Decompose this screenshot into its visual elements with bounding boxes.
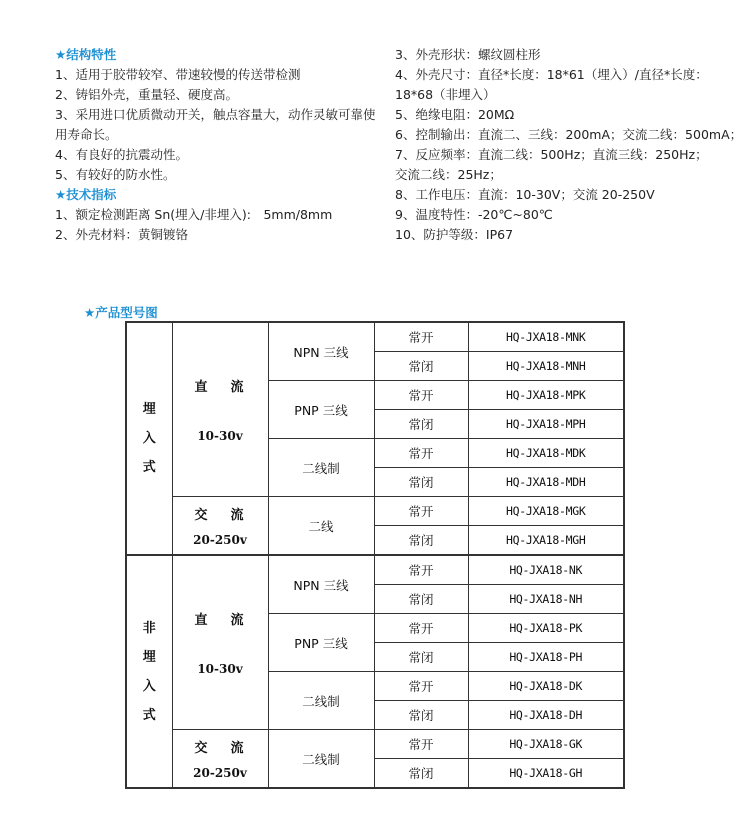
output-type: 二线制 — [268, 730, 374, 789]
model-code: HQ-JXA18-NH — [468, 585, 624, 614]
dc-cell — [172, 555, 268, 730]
model-code: HQ-JXA18-GH — [468, 759, 624, 789]
current-type-char: 流 — [230, 508, 244, 523]
model-code: HQ-JXA18-GK — [468, 730, 624, 759]
current-type-char: 直 — [194, 380, 208, 395]
spec-item: 10、防护等级：IP67 — [395, 227, 514, 242]
voltage-label: 20-250v — [193, 533, 247, 547]
ac-cell — [172, 497, 268, 556]
ac-cell — [172, 730, 268, 789]
output-type: PNP 三线 — [268, 381, 374, 439]
dc-cell — [172, 322, 268, 497]
mount-char: 埋 — [142, 649, 156, 665]
structure-item: 5、有较好的防水性。 — [55, 167, 176, 182]
spec-item: 1、额定检测距离 Sn(埋入/非埋入): 5mm/8mm — [55, 207, 333, 222]
spec-item: 5、绝缘电阻：20MΩ — [395, 107, 515, 122]
switch-state: 常开 — [374, 497, 468, 526]
spec-item: 9、温度特性：-20℃~80℃ — [395, 207, 553, 222]
model-code: HQ-JXA18-MPH — [468, 410, 624, 439]
switch-state: 常闭 — [374, 410, 468, 439]
model-code: HQ-JXA18-NK — [468, 555, 624, 585]
model-code: HQ-JXA18-MPK — [468, 381, 624, 410]
right-column — [395, 45, 743, 245]
product-heading: ★产品型号图 — [84, 305, 158, 320]
voltage-label: 10-30v — [197, 429, 243, 443]
model-table — [125, 321, 625, 789]
switch-state: 常闭 — [374, 526, 468, 556]
structure-item: 1、适用于胶带较窄、带速较慢的传送带检测 — [55, 67, 301, 82]
mount-type-cell — [126, 555, 172, 788]
output-type: PNP 三线 — [268, 614, 374, 672]
mount-char: 入 — [142, 678, 156, 694]
model-code: HQ-JXA18-PK — [468, 614, 624, 643]
group-embedded — [126, 322, 624, 555]
mount-char: 入 — [142, 431, 156, 446]
mount-type-cell — [126, 322, 172, 555]
switch-state: 常闭 — [374, 352, 468, 381]
voltage-label: 10-30v — [197, 662, 243, 676]
switch-state: 常开 — [374, 381, 468, 410]
group-non-embedded — [126, 555, 624, 788]
switch-state: 常闭 — [374, 643, 468, 672]
switch-state: 常开 — [374, 322, 468, 352]
switch-state: 常开 — [374, 555, 468, 585]
voltage-label: 20-250v — [193, 766, 247, 780]
structure-item: 4、有良好的抗震动性。 — [55, 147, 188, 162]
mount-char: 式 — [142, 460, 156, 475]
switch-state: 常开 — [374, 672, 468, 701]
mount-char: 非 — [142, 620, 156, 636]
spec-heading: ★技术指标 — [55, 187, 117, 202]
output-type: 二线 — [268, 497, 374, 556]
current-type-char: 流 — [230, 380, 244, 395]
current-type-char: 交 — [194, 508, 208, 523]
model-code: HQ-JXA18-MDH — [468, 468, 624, 497]
current-type-char: 直 — [194, 613, 208, 628]
model-code: HQ-JXA18-MNK — [468, 322, 624, 352]
spec-item: 4、外壳尺寸：直径*长度：18*61（埋入）/直径*长度： — [395, 67, 708, 82]
model-code: HQ-JXA18-PH — [468, 643, 624, 672]
switch-state: 常开 — [374, 614, 468, 643]
output-type: 二线制 — [268, 439, 374, 497]
current-type-char: 流 — [230, 613, 244, 628]
spec-item: 7、反应频率：直流二线：500Hz；直流三线：250Hz； — [395, 147, 708, 162]
current-type-char: 交 — [194, 741, 208, 756]
switch-state: 常闭 — [374, 701, 468, 730]
spec-item: 交流二线：25Hz； — [395, 167, 502, 182]
model-code: HQ-JXA18-DH — [468, 701, 624, 730]
current-type-char: 流 — [230, 741, 244, 756]
spec-item: 3、外壳形状：螺纹圆柱形 — [395, 47, 541, 62]
structure-item: 3、采用进口优质微动开关，触点容量大，动作灵敏可靠使用寿命长。 — [55, 107, 376, 142]
structure-item: 2、铸铝外壳，重量轻、硬度高。 — [55, 87, 238, 102]
output-type: 二线制 — [268, 672, 374, 730]
switch-state: 常开 — [374, 439, 468, 468]
model-code: HQ-JXA18-MGK — [468, 497, 624, 526]
model-code: HQ-JXA18-MDK — [468, 439, 624, 468]
model-code: HQ-JXA18-DK — [468, 672, 624, 701]
spec-item: 8、工作电压：直流：10-30V；交流 20-250V — [395, 187, 655, 202]
switch-state: 常闭 — [374, 585, 468, 614]
model-code: HQ-JXA18-MNH — [468, 352, 624, 381]
left-column — [55, 45, 380, 245]
spec-item: 18*68（非埋入） — [395, 87, 496, 102]
switch-state: 常开 — [374, 730, 468, 759]
switch-state: 常闭 — [374, 759, 468, 789]
model-code: HQ-JXA18-MGH — [468, 526, 624, 556]
switch-state: 常闭 — [374, 468, 468, 497]
mount-char: 埋 — [142, 402, 156, 417]
mount-char: 式 — [142, 707, 156, 723]
spec-item: 2、外壳材料：黄铜镀铬 — [55, 227, 188, 242]
structure-heading: ★结构特性 — [55, 47, 117, 62]
spec-item: 6、控制输出：直流二、三线：200mA；交流二线：500mA； — [395, 127, 743, 142]
output-type: NPN 三线 — [268, 322, 374, 381]
output-type: NPN 三线 — [268, 555, 374, 614]
